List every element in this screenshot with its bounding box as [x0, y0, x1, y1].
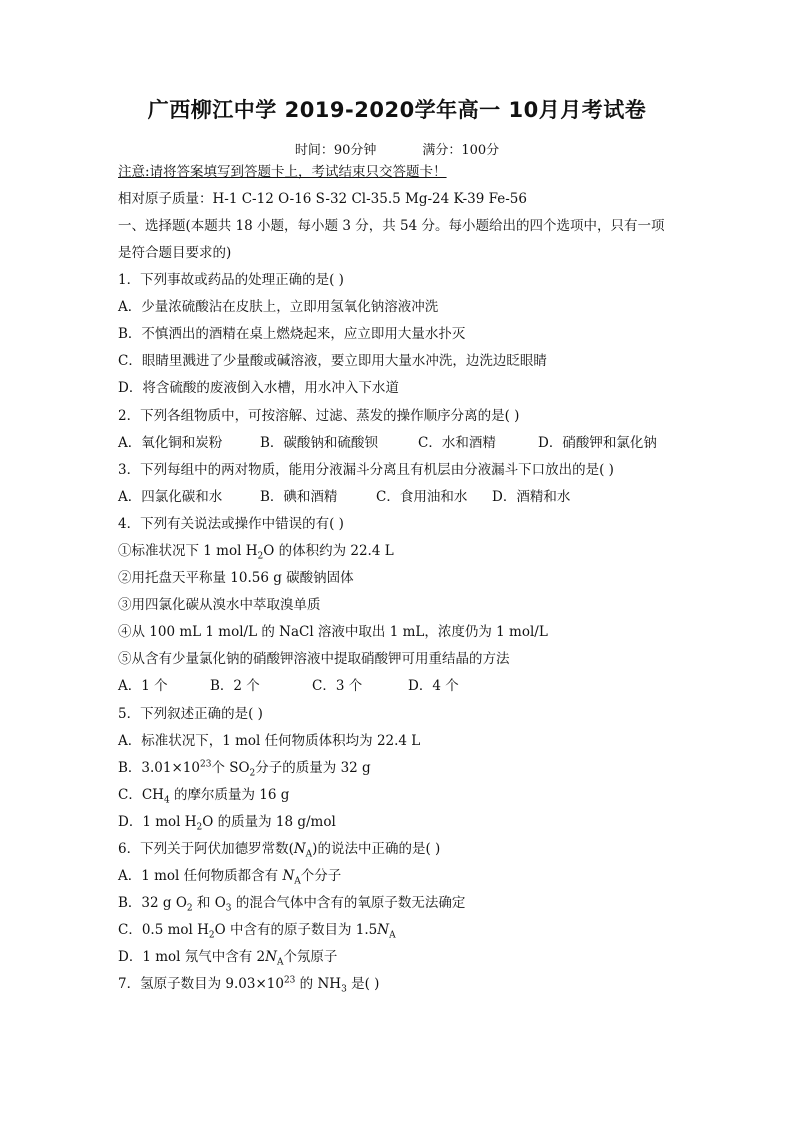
q3-stem: 3．下列每组中的两对物质，能用分液漏斗分离且有机层由分液漏斗下口放出的是( ) [118, 462, 614, 478]
q5-option-c: C．$CH_4$ 的摩尔质量为 16 g [118, 787, 290, 806]
q6-option-a: A．1 mol 任何物质都含有 $N_A$个分子 [118, 868, 342, 887]
q5-option-a: A．标准状况下，1 mol 任何物质体积均为 22.4 L [118, 733, 421, 749]
q1-option-b: B．不慎洒出的酒精在桌上燃烧起来，应立即用大量水扑灭 [118, 326, 466, 342]
atomic-mass-line: 相对原子质量：H-1 C-12 O-16 S-32 Cl-35.5 Mg-24 K-39 Fe-56 [118, 191, 527, 207]
q6-option-c: C．0.5 mol $H_2O$ 中含有的原子数目为 $1.5N_A$ [118, 922, 396, 941]
exam-notice: 注意:请将答案填写到答题卡上，考试结束只交答题卡！ [118, 164, 447, 180]
q4-statement-5: ⑤从含有少量氯化钠的硝酸钾溶液中提取硝酸钾可用重结晶的方法 [118, 651, 510, 667]
exam-time: 时间：90分钟 [294, 143, 377, 158]
q4-statement-1: ①标准状况下 1 mol $H_2O$ 的体积约为 22.4 L [118, 543, 394, 562]
q4-option-d: D．4 个 [408, 678, 459, 694]
exam-score: 满分：100分 [422, 143, 500, 158]
q7-stem: 7．氢原子数目为 $9.03\times 10^{23}$ 的 $NH_3$ 是( ) [118, 975, 380, 995]
q6-option-d: D．1 mol 氖气中含有 $2N_A$个氖原子 [118, 949, 338, 968]
q4-statement-4: ④从 100 mL 1 mol/L 的 NaCl 溶液中取出 1 mL，浓度仍为 1 mol/L [118, 624, 548, 640]
q1-option-d: D．将含硫酸的废液倒入水槽，用水冲入下水道 [118, 380, 399, 396]
q3-option-c: C．食用油和水 [376, 489, 468, 505]
q4-statement-3: ③用四氯化碳从溴水中萃取溴单质 [118, 597, 321, 613]
q5-option-d: D．1 mol $H_2O$ 的质量为 18 g/mol [118, 814, 336, 833]
q2-options [118, 434, 657, 452]
q2-option-d: D．硝酸钾和氯化钠 [538, 435, 657, 451]
q6-stem: 6．下列关于阿伏加德罗常数$(N_A)$的说法中正确的是( ) [118, 841, 441, 860]
q2-stem: 2．下列各组物质中，可按溶解、过滤、蒸发的操作顺序分离的是( ) [118, 408, 520, 424]
section-heading-cont: 是符合题目要求的) [118, 245, 232, 261]
q3-options [118, 488, 570, 506]
q4-option-a: A．1 个 [118, 678, 168, 694]
q6-option-b: B．32 g $O_2$ 和 $O_3$ 的混合气体中含有的氧原子数无法确定 [118, 895, 466, 914]
q2-option-b: B．碳酸钠和硫酸钡 [260, 435, 378, 451]
section-heading: 一、选择题(本题共 18 小题，每小题 3 分，共 54 分。每小题给出的四个选项中，只有一项 [118, 218, 665, 234]
q4-option-b: B．2 个 [210, 678, 260, 694]
q5-option-b: B．$3.01\times 10^{23}$个 $SO_2$分子的质量为 32 g [118, 759, 371, 779]
q3-option-a: A．四氯化碳和水 [118, 489, 223, 505]
q1-option-a: A．少量浓硫酸沾在皮肤上，立即用氢氧化钠溶液冲洗 [118, 299, 439, 315]
q4-option-c: C．3 个 [312, 678, 363, 694]
q1-option-c: C．眼睛里溅进了少量酸或碱溶液，要立即用大量水冲洗，边洗边眨眼睛 [118, 353, 547, 369]
q3-option-d: D．酒精和水 [492, 489, 571, 505]
q2-option-c: C．水和酒精 [418, 435, 496, 451]
q4-stem: 4．下列有关说法或操作中错误的有( ) [118, 516, 344, 532]
exam-meta [0, 139, 794, 158]
q3-option-b: B．碘和酒精 [260, 489, 338, 505]
q2-option-a: A．氧化铜和炭粉 [118, 435, 223, 451]
exam-title: 广西柳江中学 2019-2020学年高一 10月月考试卷 [147, 98, 647, 122]
q4-options [118, 677, 459, 695]
q1-stem: 1．下列事故或药品的处理正确的是( ) [118, 272, 344, 288]
q5-stem: 5．下列叙述正确的是( ) [118, 706, 263, 722]
q4-statement-2: ②用托盘天平称量 10.56 g 碳酸钠固体 [118, 570, 354, 586]
